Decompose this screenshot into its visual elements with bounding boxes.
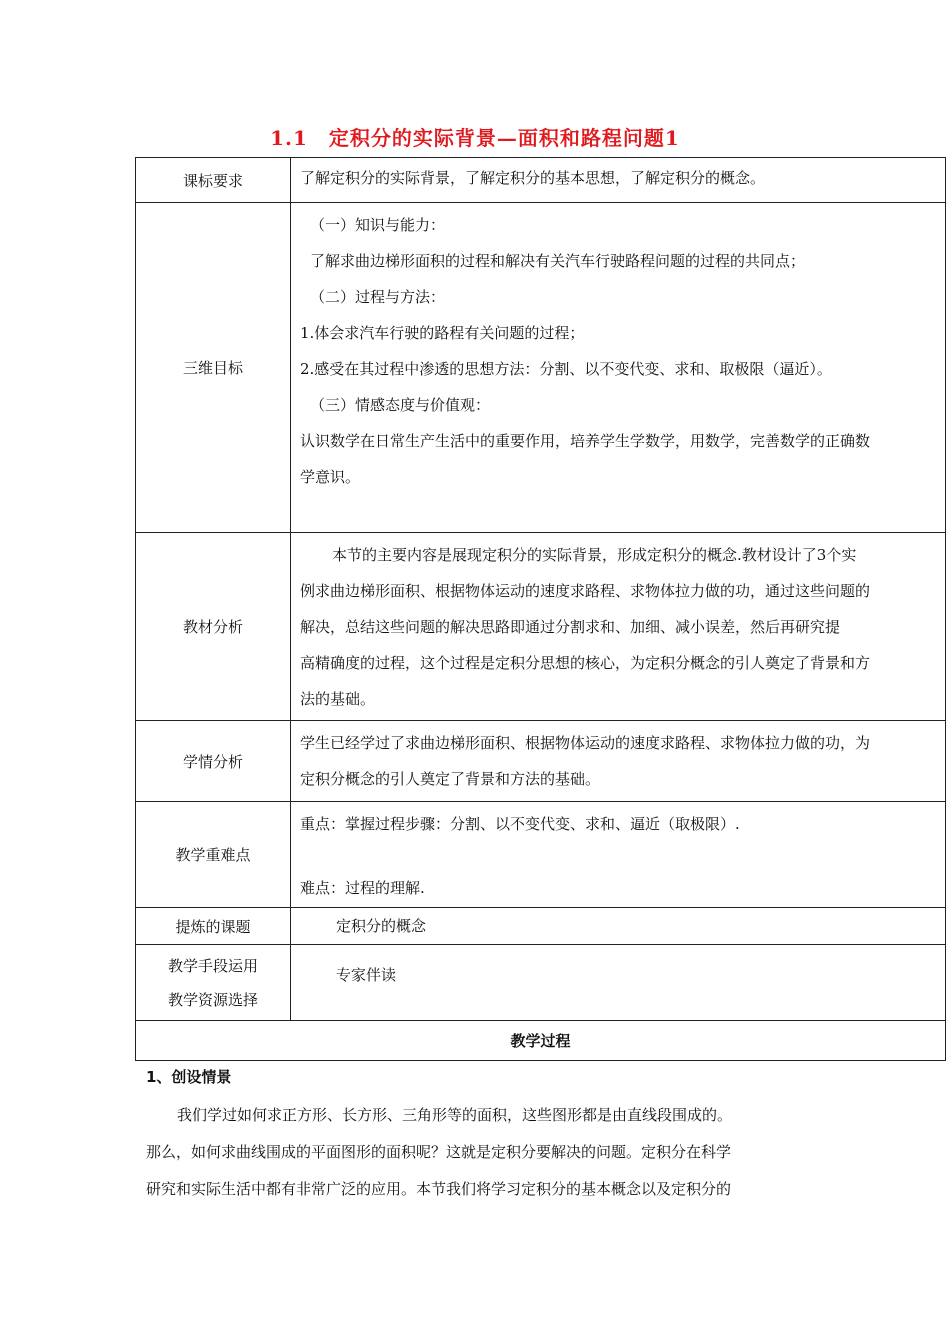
row-content-curriculum	[291, 158, 946, 203]
page-title: 1.1 定积分的实际背景—面积和路程问题1	[270, 126, 680, 150]
row-content-topic	[291, 908, 946, 945]
row-content-resources	[291, 945, 946, 1021]
text-line: 1.体会求汽车行驶的路程有关问题的过程；	[300, 324, 585, 342]
text-line: （二）过程与方法：	[310, 288, 446, 306]
text-line: 定积分概念的引人奠定了背景和方法的基础。	[300, 770, 601, 788]
text-line: 难点：过程的理解.	[300, 879, 425, 897]
text-line: 学生已经学过了求曲边梯形面积、根据物体运动的速度求路程、求物体拉力做的功，为	[300, 734, 871, 752]
lesson-plan-table	[135, 157, 946, 1061]
row-content-textbook-analysis	[291, 533, 946, 721]
section-body	[146, 1097, 836, 1208]
text-line: （三）情感态度与价值观：	[310, 396, 491, 414]
text-line: 认识数学在日常生产生活中的重要作用，培养学生学数学，用数学，完善数学的正确数	[300, 432, 871, 450]
text-line: 专家伴读	[336, 965, 397, 984]
text-line: 法的基础。	[300, 690, 376, 708]
text-line: 了解定积分的实际背景，了解定积分的基本思想，了解定积分的概念。	[300, 169, 766, 187]
label-line: 教学资源选择	[167, 990, 258, 1009]
text-line: 本节的主要内容是展现定积分的实际背景，形成定积分的概念.教材设计了3个实	[332, 546, 857, 564]
row-content-key-points	[291, 802, 946, 908]
label-line: 教学手段运用	[167, 956, 258, 975]
text-line: 2.感受在其过程中渗透的思想方法：分割、以不变代变、求和、取极限（逼近）。	[300, 360, 832, 378]
row-label-student-analysis: 学情分析	[136, 721, 291, 802]
text-line: 研究和实际生活中都有非常广泛的应用。本节我们将学习定积分的基本概念以及定积分的	[146, 1180, 732, 1198]
text-line: 了解求曲边梯形面积的过程和解决有关汽车行驶路程问题的过程的共同点；	[310, 252, 806, 270]
row-content-objectives	[291, 203, 946, 533]
section-heading: 1、创设情景	[146, 1068, 232, 1086]
row-label-objectives: 三维目标	[136, 203, 291, 533]
row-label-textbook-analysis: 教材分析	[136, 533, 291, 721]
row-label-resources	[136, 945, 291, 1021]
row-content-student-analysis	[291, 721, 946, 802]
text-line: 学意识。	[300, 468, 361, 486]
text-line: 解决，总结这些问题的解决思路即通过分割求和、加细、减小误差，然后再研究提	[300, 618, 841, 636]
text-line: 我们学过如何求正方形、长方形、三角形等的面积，这些图形都是由直线段围成的。	[177, 1106, 733, 1124]
text-line: 那么，如何求曲线围成的平面图形的面积呢？这就是定积分要解决的问题。定积分在科学	[146, 1143, 732, 1161]
spacer	[300, 842, 939, 878]
text-line: 例求曲边梯形面积、根据物体运动的速度求路程、求物体拉力做的功，通过这些问题的	[300, 582, 871, 600]
text-line: 定积分的概念	[336, 917, 427, 935]
text-line: 高精确度的过程，这个过程是定积分思想的核心，为定积分概念的引人奠定了背景和方	[300, 654, 871, 672]
row-label-key-points: 教学重难点	[136, 802, 291, 908]
row-label-curriculum: 课标要求	[136, 158, 291, 203]
text-line: 重点：掌握过程步骤：分割、以不变代变、求和、逼近（取极限）.	[300, 815, 740, 833]
process-header: 教学过程	[136, 1021, 946, 1061]
row-label-topic: 提炼的课题	[136, 908, 291, 945]
text-line: （一）知识与能力：	[310, 216, 446, 234]
